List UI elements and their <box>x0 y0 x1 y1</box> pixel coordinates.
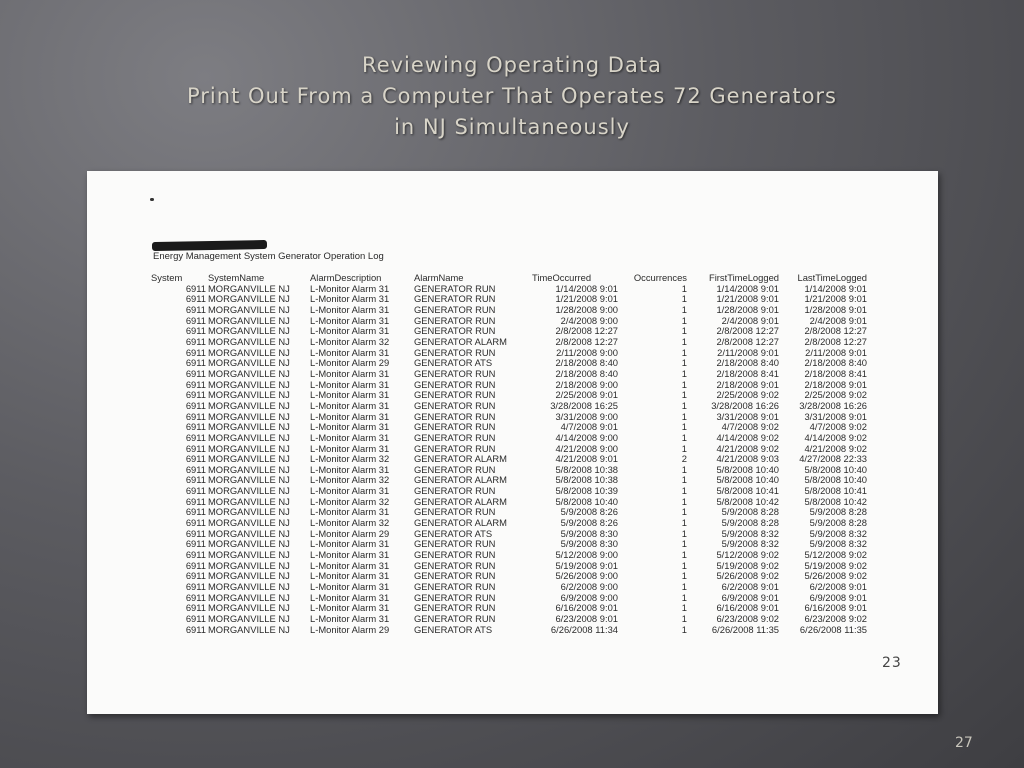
log-rows <box>151 284 867 636</box>
table-cell: 1 <box>681 399 687 411</box>
table-cell: 2/18/2008 8:41 <box>716 367 779 379</box>
table-cell: MORGANVILLE NJ <box>208 463 290 475</box>
table-cell: 2/11/2008 9:01 <box>805 346 867 358</box>
table-cell: 1 <box>681 357 687 369</box>
table-cell: MORGANVILLE NJ <box>208 314 290 326</box>
table-cell: 5/8/2008 10:38 <box>555 474 618 486</box>
table-cell: L-Monitor Alarm 31 <box>310 581 390 593</box>
table-cell: L-Monitor Alarm 31 <box>310 293 390 305</box>
table-cell: 6911 <box>185 517 206 529</box>
table-cell: L-Monitor Alarm 31 <box>310 346 390 358</box>
table-cell: 5/9/2008 8:28 <box>721 517 779 529</box>
table-cell: 4/14/2008 9:02 <box>716 431 779 443</box>
table-cell: GENERATOR RUN <box>414 325 496 337</box>
table-cell: 1 <box>681 410 687 422</box>
table-cell: L-Monitor Alarm 31 <box>310 399 390 411</box>
table-cell: 2/18/2008 9:00 <box>555 378 618 390</box>
table-cell: 5/8/2008 10:40 <box>555 495 618 507</box>
table-cell: 2/4/2008 9:00 <box>560 314 618 326</box>
table-cell: 5/12/2008 9:00 <box>555 549 618 561</box>
table-cell: 6/23/2008 9:01 <box>555 613 618 624</box>
table-cell: 5/19/2008 9:02 <box>804 559 867 571</box>
table-cell: 2/4/2008 9:01 <box>721 314 779 326</box>
table-cell: 4/21/2008 9:02 <box>804 442 867 454</box>
table-cell: GENERATOR RUN <box>414 581 496 593</box>
table-cell: GENERATOR RUN <box>414 410 496 422</box>
table-cell: 6/9/2008 9:00 <box>560 591 618 603</box>
table-cell: L-Monitor Alarm 32 <box>310 495 390 507</box>
table-cell: 2 <box>681 453 687 465</box>
table-cell: 2/8/2008 12:27 <box>716 335 779 347</box>
table-cell: L-Monitor Alarm 31 <box>310 303 390 315</box>
table-cell: 1 <box>681 559 687 571</box>
table-cell: 6/2/2008 9:01 <box>721 581 779 593</box>
table-cell: 1 <box>681 591 687 603</box>
table-cell: L-Monitor Alarm 31 <box>310 442 390 454</box>
table-cell: 1 <box>681 314 687 326</box>
column-header: Occurrences <box>633 272 687 283</box>
table-cell: MORGANVILLE NJ <box>208 581 290 593</box>
table-cell: L-Monitor Alarm 31 <box>310 431 390 443</box>
table-cell: 6911 <box>185 357 206 369</box>
table-cell: 6911 <box>185 463 206 475</box>
table-cell: 6911 <box>185 421 206 433</box>
table-cell: 6911 <box>185 527 206 539</box>
table-cell: 5/9/2008 8:26 <box>560 517 618 529</box>
table-cell: GENERATOR ALARM <box>414 474 507 486</box>
table-cell: 5/8/2008 10:40 <box>716 474 779 486</box>
table-cell: 1/28/2008 9:01 <box>716 303 779 315</box>
redaction-bar <box>152 240 267 251</box>
table-cell: 1 <box>681 335 687 347</box>
table-cell: GENERATOR RUN <box>414 367 496 379</box>
table-cell: 6911 <box>185 623 206 635</box>
column-header: AlarmDescription <box>310 272 382 283</box>
table-cell: 5/8/2008 10:38 <box>555 463 618 475</box>
table-cell: 6911 <box>185 378 206 390</box>
table-cell: 1/28/2008 9:00 <box>555 303 618 315</box>
table-cell: L-Monitor Alarm 31 <box>310 421 390 433</box>
table-cell: L-Monitor Alarm 32 <box>310 474 390 486</box>
table-cell: GENERATOR RUN <box>414 431 496 443</box>
table-cell: 1 <box>681 378 687 390</box>
table-cell: GENERATOR ATS <box>414 527 493 539</box>
table-cell: 5/26/2008 9:00 <box>555 570 618 582</box>
table-cell: 1 <box>681 527 687 539</box>
table-cell: 5/9/2008 8:28 <box>809 506 867 518</box>
table-cell: GENERATOR RUN <box>414 570 496 582</box>
table-cell: 1 <box>681 367 687 379</box>
table-cell: 3/28/2008 16:25 <box>550 399 618 411</box>
table-cell: L-Monitor Alarm 32 <box>310 453 390 465</box>
table-cell: 6911 <box>185 495 206 507</box>
table-row <box>151 337 867 348</box>
table-cell: 1 <box>681 495 687 507</box>
table-cell: GENERATOR RUN <box>414 591 496 603</box>
table-cell: MORGANVILLE NJ <box>208 538 290 550</box>
table-cell: 6911 <box>185 559 206 571</box>
handwritten-page-number: 23 <box>882 655 902 671</box>
table-cell: GENERATOR RUN <box>414 506 496 518</box>
table-cell: 1 <box>681 421 687 433</box>
table-cell: L-Monitor Alarm 31 <box>310 538 390 550</box>
scanned-printout <box>87 171 938 714</box>
table-cell: 3/31/2008 9:01 <box>716 410 779 422</box>
table-cell: 2/18/2008 8:40 <box>555 357 618 369</box>
table-cell: GENERATOR ALARM <box>414 335 507 347</box>
column-header: System <box>151 272 183 283</box>
table-cell: 4/21/2008 9:02 <box>716 442 779 454</box>
table-cell: 5/9/2008 8:32 <box>721 538 779 550</box>
table-cell: MORGANVILLE NJ <box>208 453 290 465</box>
table-cell: MORGANVILLE NJ <box>208 442 290 454</box>
table-cell: MORGANVILLE NJ <box>208 517 290 529</box>
table-cell: 5/26/2008 9:02 <box>716 570 779 582</box>
table-row <box>151 401 867 412</box>
table-cell: 6911 <box>185 325 206 337</box>
table-cell: MORGANVILLE NJ <box>208 303 290 315</box>
table-cell: 1 <box>681 463 687 475</box>
column-header: AlarmName <box>414 272 464 283</box>
table-cell: 1 <box>681 325 687 337</box>
table-cell: 2/18/2008 9:01 <box>804 378 867 390</box>
table-cell: 6911 <box>185 485 206 497</box>
table-cell: 2/8/2008 12:27 <box>804 335 867 347</box>
table-cell: L-Monitor Alarm 31 <box>310 506 390 518</box>
table-cell: GENERATOR RUN <box>414 602 496 614</box>
table-cell: MORGANVILLE NJ <box>208 367 290 379</box>
table-cell: 6911 <box>185 538 206 550</box>
table-cell: GENERATOR ATS <box>414 357 493 369</box>
table-cell: 4/14/2008 9:00 <box>555 431 618 443</box>
table-cell: MORGANVILLE NJ <box>208 485 290 497</box>
table-cell: 2/4/2008 9:01 <box>809 314 867 326</box>
table-cell: 1/21/2008 9:01 <box>804 293 867 305</box>
table-cell: GENERATOR ATS <box>414 623 493 635</box>
table-cell: L-Monitor Alarm 31 <box>310 485 390 497</box>
table-cell: 2/11/2008 9:01 <box>717 346 779 358</box>
table-cell: MORGANVILLE NJ <box>208 474 290 486</box>
table-cell: 4/21/2008 9:00 <box>555 442 618 454</box>
table-cell: L-Monitor Alarm 31 <box>310 602 390 614</box>
table-cell: MORGANVILLE NJ <box>208 421 290 433</box>
table-cell: 6911 <box>185 314 206 326</box>
table-cell: 6911 <box>185 399 206 411</box>
table-cell: 6911 <box>185 303 206 315</box>
table-cell: L-Monitor Alarm 29 <box>310 623 390 635</box>
table-cell: 6/2/2008 9:00 <box>560 581 618 593</box>
table-cell: GENERATOR RUN <box>414 389 496 401</box>
table-cell: 3/28/2008 16:26 <box>799 399 867 411</box>
table-cell: 1 <box>681 613 687 624</box>
table-cell: 4/7/2008 9:02 <box>809 421 867 433</box>
table-cell: 1 <box>681 570 687 582</box>
table-cell: 5/8/2008 10:40 <box>804 463 867 475</box>
table-cell: 6911 <box>185 549 206 561</box>
table-cell: 6911 <box>185 506 206 518</box>
column-header: TimeOccurred <box>532 272 592 283</box>
table-cell: MORGANVILLE NJ <box>208 346 290 358</box>
table-cell: MORGANVILLE NJ <box>208 613 290 624</box>
table-cell: 1 <box>681 538 687 550</box>
table-cell: 5/19/2008 9:02 <box>716 559 779 571</box>
table-cell: 4/21/2008 9:01 <box>555 453 618 465</box>
table-cell: 6/26/2008 11:35 <box>711 623 779 635</box>
table-cell: 5/9/2008 8:30 <box>560 538 618 550</box>
table-cell: 1 <box>681 442 687 454</box>
table-cell: 6/2/2008 9:01 <box>809 581 867 593</box>
table-cell: 2/8/2008 12:27 <box>555 325 618 337</box>
table-cell: L-Monitor Alarm 31 <box>310 463 390 475</box>
table-cell: 3/28/2008 16:26 <box>711 399 779 411</box>
table-cell: 6/9/2008 9:01 <box>721 591 779 603</box>
table-cell: 3/31/2008 9:00 <box>555 410 618 422</box>
table-cell: GENERATOR RUN <box>414 314 496 326</box>
table-cell: L-Monitor Alarm 31 <box>310 378 390 390</box>
table-cell: GENERATOR RUN <box>414 442 496 454</box>
table-row <box>151 433 867 444</box>
table-cell: 2/25/2008 9:01 <box>555 389 618 401</box>
table-cell: L-Monitor Alarm 31 <box>310 282 390 294</box>
table-cell: MORGANVILLE NJ <box>208 357 290 369</box>
table-cell: MORGANVILLE NJ <box>208 410 290 422</box>
table-cell: 2/8/2008 12:27 <box>555 335 618 347</box>
table-cell: 6911 <box>185 581 206 593</box>
table-cell: 3/31/2008 9:01 <box>804 410 867 422</box>
table-cell: L-Monitor Alarm 31 <box>310 367 390 379</box>
table-cell: 2/25/2008 9:02 <box>716 389 779 401</box>
table-cell: L-Monitor Alarm 31 <box>310 325 390 337</box>
table-cell: MORGANVILLE NJ <box>208 570 290 582</box>
slide-title-line: Print Out From a Computer That Operates 72 Generators <box>187 84 837 108</box>
table-cell: 4/7/2008 9:01 <box>560 421 618 433</box>
table-cell: MORGANVILLE NJ <box>208 591 290 603</box>
table-cell: GENERATOR RUN <box>414 559 496 571</box>
table-cell: 4/21/2008 9:03 <box>716 453 779 465</box>
table-cell: 5/8/2008 10:40 <box>716 463 779 475</box>
slide-page-number: 27 <box>955 735 973 751</box>
table-cell: MORGANVILLE NJ <box>208 335 290 347</box>
table-cell: 2/25/2008 9:02 <box>804 389 867 401</box>
table-cell: 5/8/2008 10:42 <box>716 495 779 507</box>
table-cell: 5/9/2008 8:32 <box>809 538 867 550</box>
table-cell: GENERATOR RUN <box>414 549 496 561</box>
table-cell: 1 <box>681 431 687 443</box>
table-cell: 5/9/2008 8:32 <box>721 527 779 539</box>
table-cell: MORGANVILLE NJ <box>208 282 290 294</box>
table-cell: 6911 <box>185 474 206 486</box>
column-header: LastTimeLogged <box>797 272 867 283</box>
table-cell: 1 <box>681 389 687 401</box>
table-cell: 1 <box>681 581 687 593</box>
table-cell: 6911 <box>185 293 206 305</box>
table-cell: 1 <box>681 293 687 305</box>
table-cell: L-Monitor Alarm 31 <box>310 549 390 561</box>
table-cell: 1/21/2008 9:01 <box>716 293 779 305</box>
table-cell: 6911 <box>185 591 206 603</box>
operation-log-table <box>151 273 867 635</box>
table-cell: GENERATOR RUN <box>414 293 496 305</box>
table-cell: 6/16/2008 9:01 <box>716 602 779 614</box>
table-row <box>151 369 867 380</box>
table-cell: 5/8/2008 10:41 <box>716 485 779 497</box>
slide-title-line: Reviewing Operating Data <box>362 53 662 77</box>
stray-mark <box>150 198 154 201</box>
table-cell: GENERATOR RUN <box>414 538 496 550</box>
table-cell: MORGANVILLE NJ <box>208 559 290 571</box>
table-cell: 1 <box>681 602 687 614</box>
table-cell: 5/26/2008 9:02 <box>804 570 867 582</box>
slide-title-line: in NJ Simultaneously <box>394 115 630 139</box>
table-cell: 1 <box>681 485 687 497</box>
table-row <box>151 625 867 636</box>
table-cell: L-Monitor Alarm 31 <box>310 570 390 582</box>
table-cell: MORGANVILLE NJ <box>208 506 290 518</box>
table-cell: MORGANVILLE NJ <box>208 389 290 401</box>
table-cell: GENERATOR RUN <box>414 399 496 411</box>
table-cell: 2/18/2008 8:40 <box>804 357 867 369</box>
table-cell: GENERATOR ALARM <box>414 517 507 529</box>
table-cell: 6911 <box>185 442 206 454</box>
table-cell: MORGANVILLE NJ <box>208 431 290 443</box>
table-cell: 5/9/2008 8:30 <box>560 527 618 539</box>
table-cell: 6911 <box>185 389 206 401</box>
table-cell: 2/18/2008 9:01 <box>716 378 779 390</box>
table-cell: L-Monitor Alarm 31 <box>310 410 390 422</box>
table-cell: 6911 <box>185 431 206 443</box>
table-cell: GENERATOR RUN <box>414 463 496 475</box>
table-cell: 6/26/2008 11:35 <box>799 623 867 635</box>
table-cell: 1 <box>681 506 687 518</box>
table-cell: GENERATOR ALARM <box>414 453 507 465</box>
table-cell: 5/19/2008 9:01 <box>555 559 618 571</box>
table-cell: 1 <box>681 346 687 358</box>
table-cell: 6911 <box>185 453 206 465</box>
table-cell: 5/9/2008 8:32 <box>809 527 867 539</box>
table-cell: 2/11/2008 9:00 <box>556 346 618 358</box>
table-cell: GENERATOR RUN <box>414 346 496 358</box>
table-cell: GENERATOR RUN <box>414 303 496 315</box>
table-cell: 1 <box>681 282 687 294</box>
table-cell: MORGANVILLE NJ <box>208 399 290 411</box>
table-cell: 1 <box>681 517 687 529</box>
table-cell: L-Monitor Alarm 29 <box>310 357 390 369</box>
table-cell: 1 <box>681 623 687 635</box>
table-cell: 6911 <box>185 613 206 624</box>
table-cell: 5/8/2008 10:42 <box>804 495 867 507</box>
table-cell: 2/8/2008 12:27 <box>804 325 867 337</box>
table-cell: 1 <box>681 549 687 561</box>
table-cell: 6/23/2008 9:02 <box>804 613 867 624</box>
table-cell: 1 <box>681 474 687 486</box>
table-cell: 5/8/2008 10:41 <box>804 485 867 497</box>
table-cell: 6/16/2008 9:01 <box>555 602 618 614</box>
table-cell: GENERATOR RUN <box>414 282 496 294</box>
table-cell: MORGANVILLE NJ <box>208 527 290 539</box>
table-cell: 1/14/2008 9:01 <box>716 282 779 294</box>
table-cell: MORGANVILLE NJ <box>208 378 290 390</box>
table-cell: L-Monitor Alarm 32 <box>310 335 390 347</box>
table-cell: GENERATOR RUN <box>414 378 496 390</box>
table-cell: 5/9/2008 8:28 <box>809 517 867 529</box>
table-cell: 2/18/2008 8:40 <box>716 357 779 369</box>
table-cell: 1/28/2008 9:01 <box>804 303 867 315</box>
table-cell: L-Monitor Alarm 31 <box>310 613 390 624</box>
table-cell: MORGANVILLE NJ <box>208 549 290 561</box>
table-cell: 1/14/2008 9:01 <box>804 282 867 294</box>
table-cell: GENERATOR RUN <box>414 421 496 433</box>
slide-title <box>0 50 1024 143</box>
table-cell: 6911 <box>185 367 206 379</box>
table-cell: L-Monitor Alarm 31 <box>310 314 390 326</box>
table-cell: L-Monitor Alarm 31 <box>310 559 390 571</box>
table-cell: L-Monitor Alarm 31 <box>310 591 390 603</box>
table-cell: 5/12/2008 9:02 <box>716 549 779 561</box>
table-cell: 6911 <box>185 602 206 614</box>
table-cell: GENERATOR ALARM <box>414 495 507 507</box>
table-cell: 6/9/2008 9:01 <box>809 591 867 603</box>
table-cell: 5/9/2008 8:26 <box>560 506 618 518</box>
table-cell: 6/26/2008 11:34 <box>550 623 618 635</box>
table-cell: 1/14/2008 9:01 <box>555 282 618 294</box>
table-cell: 6911 <box>185 335 206 347</box>
table-cell: 6911 <box>185 410 206 422</box>
table-cell: L-Monitor Alarm 32 <box>310 517 390 529</box>
table-cell: 4/27/2008 22:33 <box>799 453 867 465</box>
table-cell: 4/14/2008 9:02 <box>804 431 867 443</box>
table-cell: L-Monitor Alarm 29 <box>310 527 390 539</box>
table-cell: 6911 <box>185 346 206 358</box>
table-cell: MORGANVILLE NJ <box>208 325 290 337</box>
table-cell: 6/16/2008 9:01 <box>804 602 867 614</box>
table-cell: 5/8/2008 10:39 <box>555 485 618 497</box>
table-cell: 1/21/2008 9:01 <box>555 293 618 305</box>
log-title: Energy Management System Generator Operation Log <box>153 251 384 262</box>
table-cell: L-Monitor Alarm 31 <box>310 389 390 401</box>
table-cell: 6911 <box>185 282 206 294</box>
table-cell: 6/23/2008 9:02 <box>716 613 779 624</box>
table-cell: 6911 <box>185 570 206 582</box>
table-cell: 2/18/2008 8:41 <box>804 367 867 379</box>
column-header: FirstTimeLogged <box>709 272 779 283</box>
table-cell: 1 <box>681 303 687 315</box>
table-cell: MORGANVILLE NJ <box>208 293 290 305</box>
table-cell: 5/12/2008 9:02 <box>804 549 867 561</box>
table-cell: GENERATOR RUN <box>414 613 496 624</box>
table-cell: 5/9/2008 8:28 <box>721 506 779 518</box>
table-cell: 2/18/2008 8:40 <box>555 367 618 379</box>
table-cell: MORGANVILLE NJ <box>208 623 290 635</box>
table-cell: 5/8/2008 10:40 <box>804 474 867 486</box>
table-cell: MORGANVILLE NJ <box>208 602 290 614</box>
table-cell: GENERATOR RUN <box>414 485 496 497</box>
table-cell: 2/8/2008 12:27 <box>716 325 779 337</box>
table-cell: MORGANVILLE NJ <box>208 495 290 507</box>
table-cell: 4/7/2008 9:02 <box>721 421 779 433</box>
column-header: SystemName <box>208 272 265 283</box>
